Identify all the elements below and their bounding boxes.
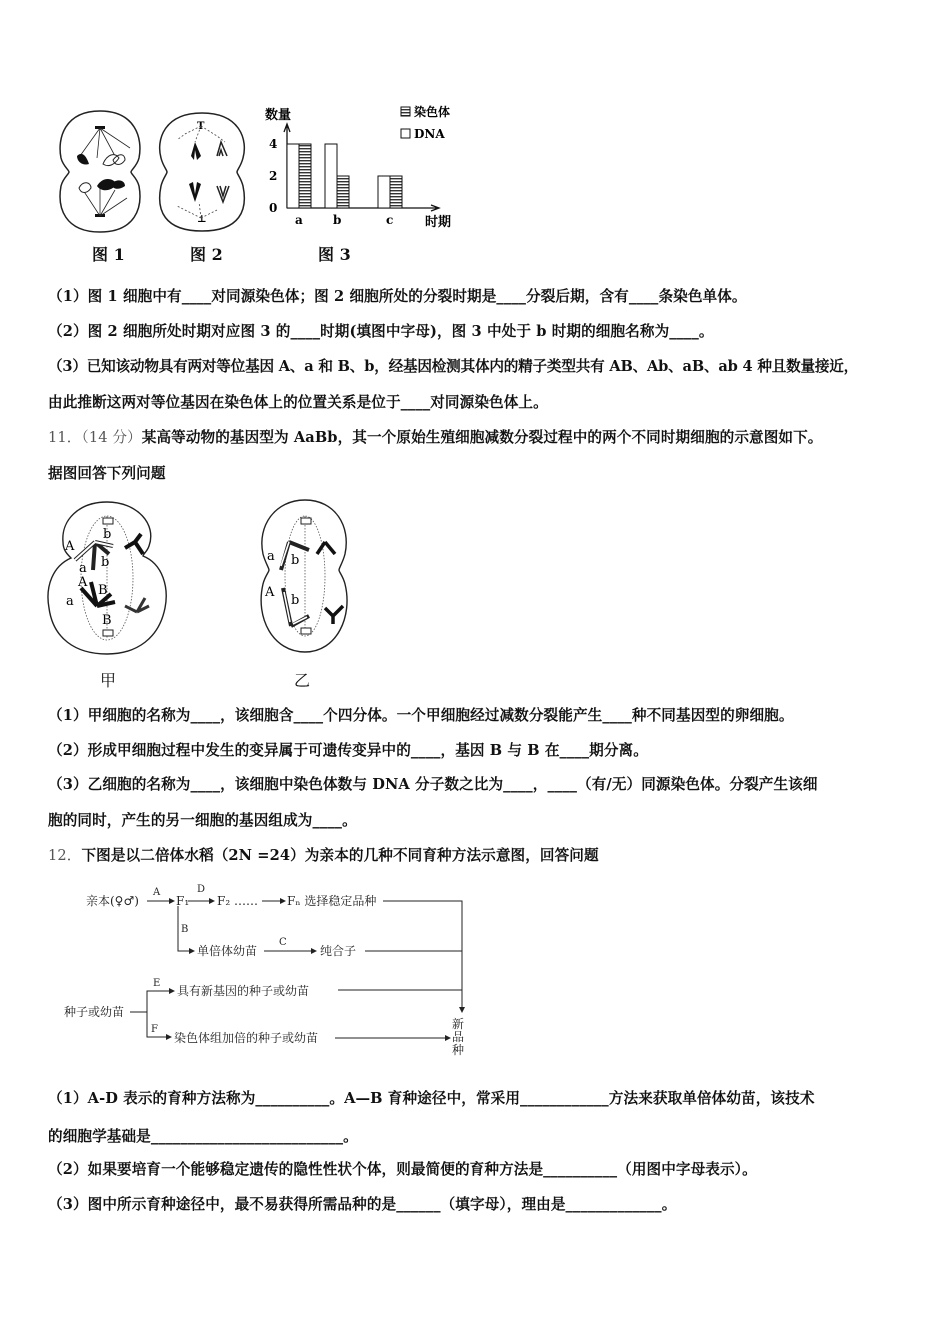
gene-label: a [66, 594, 74, 609]
gene-label: A [78, 575, 88, 590]
flow-seed: 种子或幼苗 [64, 1005, 125, 1019]
figure-3-caption: 图 3 [318, 245, 351, 264]
flow-homozygote: 纯合子 [320, 944, 357, 958]
legend-dna: DNA [414, 127, 445, 141]
x-axis-label: 时期 [425, 215, 452, 230]
flow-label-c: C [279, 937, 287, 948]
flow-new-gene: 具有新基因的种子或幼苗 [177, 984, 310, 998]
q12-sub3: （3）图中所示育种途径中，最不易获得所需品种的是______（填字母），理由是_____________。 [48, 1196, 677, 1213]
gene-label: A [65, 539, 75, 554]
q10-sub1: （1）图 1 细胞中有____对同源染色体；图 2 细胞所处的分裂时期是____分裂后期，含有____条染色单体。 [48, 288, 747, 305]
flow-label-d: D [197, 884, 206, 895]
flow-fn: Fₙ 选择稳定品种 [287, 894, 377, 908]
q12-stem-text: 下图是以二倍体水稻（2N =24）为亲本的几种不同育种方法示意图，回答问题 [81, 847, 599, 864]
flow-f1: F₁ [176, 894, 190, 908]
flow-polyploid: 染色体组加倍的种子或幼苗 [174, 1031, 319, 1045]
flow-label-b: B [181, 924, 189, 935]
flow-f2: F₂ …… [217, 894, 258, 908]
q11-number: 11．（14 分） [48, 429, 142, 446]
y-tick-2: 2 [269, 169, 278, 183]
x-tick-c: c [386, 213, 394, 227]
figure-1-caption: 图 1 [92, 245, 125, 264]
q11-stem2: 据图回答下列问题 [48, 465, 166, 482]
svg-text:⊥: ⊥ [197, 214, 207, 225]
flow-label-e: E [153, 978, 161, 989]
cell-yi-caption: 乙 [294, 671, 311, 690]
gene-label: a [267, 549, 275, 564]
flow-new-variety: 新 [452, 1017, 465, 1031]
q11-sub3-cont: 胞的同时，产生的另一细胞的基因组成为____。 [48, 812, 357, 829]
svg-text:T: T [197, 121, 205, 132]
gene-label: b [291, 593, 300, 608]
q11-sub1: （1）甲细胞的名称为____，该细胞含____个四分体。一个甲细胞经过减数分裂能产生____种不同基因型的卵细胞。 [48, 707, 794, 724]
q12-sub2: （2）如果要培育一个能够稳定遗传的隐性性状个体，则最简便的育种方法是__________（用图中字母表示）。 [48, 1161, 757, 1178]
q11-stem-text: 某高等动物的基因型为 AaBb，其一个原始生殖细胞减数分裂过程中的两个不同时期细胞的示意图如下。 [141, 429, 823, 446]
y-axis-label: 数量 [265, 108, 292, 123]
q12-number: 12． [48, 847, 82, 864]
q12-sub1: （1）A-D 表示的育种方法称为__________。A—B 育种途径中，常采用____________方法来获取单倍体幼苗，该技术 [48, 1090, 815, 1107]
gene-label: a [79, 561, 87, 576]
flow-label-a: A [153, 887, 161, 898]
legend-chromosome: 染色体 [414, 105, 451, 119]
flow-new-variety: 种 [452, 1043, 465, 1057]
gene-label: A [265, 585, 275, 600]
gene-label: b [101, 555, 110, 570]
gene-label: B [102, 613, 112, 628]
q10-sub2: （2）图 2 细胞所处时期对应图 3 的____时期(填图中字母)，图 3 中处于 b 时期的细胞名称为____。 [48, 323, 714, 340]
x-tick-a: a [295, 213, 303, 227]
y-tick-0: 0 [269, 201, 278, 215]
q10-sub3-cont: 由此推断这两对等位基因在染色体上的位置关系是位于____对同源染色体上。 [48, 394, 548, 411]
figure-2-caption: 图 2 [190, 245, 223, 264]
flow-parent: 亲本(♀♂) [86, 894, 139, 908]
flow-label-f: F [151, 1024, 158, 1035]
gene-label: B [98, 583, 108, 598]
q12-sub1-cont: 的细胞学基础是__________________________。 [48, 1128, 358, 1145]
x-tick-b: b [333, 213, 342, 227]
gene-label: b [291, 553, 300, 568]
q11-sub3: （3）乙细胞的名称为____，该细胞中染色体数与 DNA 分子数之比为____，____（有/无）同源染色体。分裂产生该细 [48, 776, 818, 793]
flow-haploid: 单倍体幼苗 [197, 944, 258, 958]
gene-label: b [103, 527, 112, 542]
cell-jia-caption: 甲 [100, 671, 117, 690]
q10-sub3: （3）已知该动物具有两对等位基因 A、a 和 B、b，经基因检测其体内的精子类型共有 AB、Ab、aB、ab 4 种且数量接近， [48, 358, 859, 375]
flow-new-variety: 品 [452, 1030, 465, 1044]
q11-sub2: （2）形成甲细胞过程中发生的变异属于可遗传变异中的____，基因 B 与 B 在____期分离。 [48, 742, 648, 759]
y-tick-4: 4 [269, 137, 278, 151]
